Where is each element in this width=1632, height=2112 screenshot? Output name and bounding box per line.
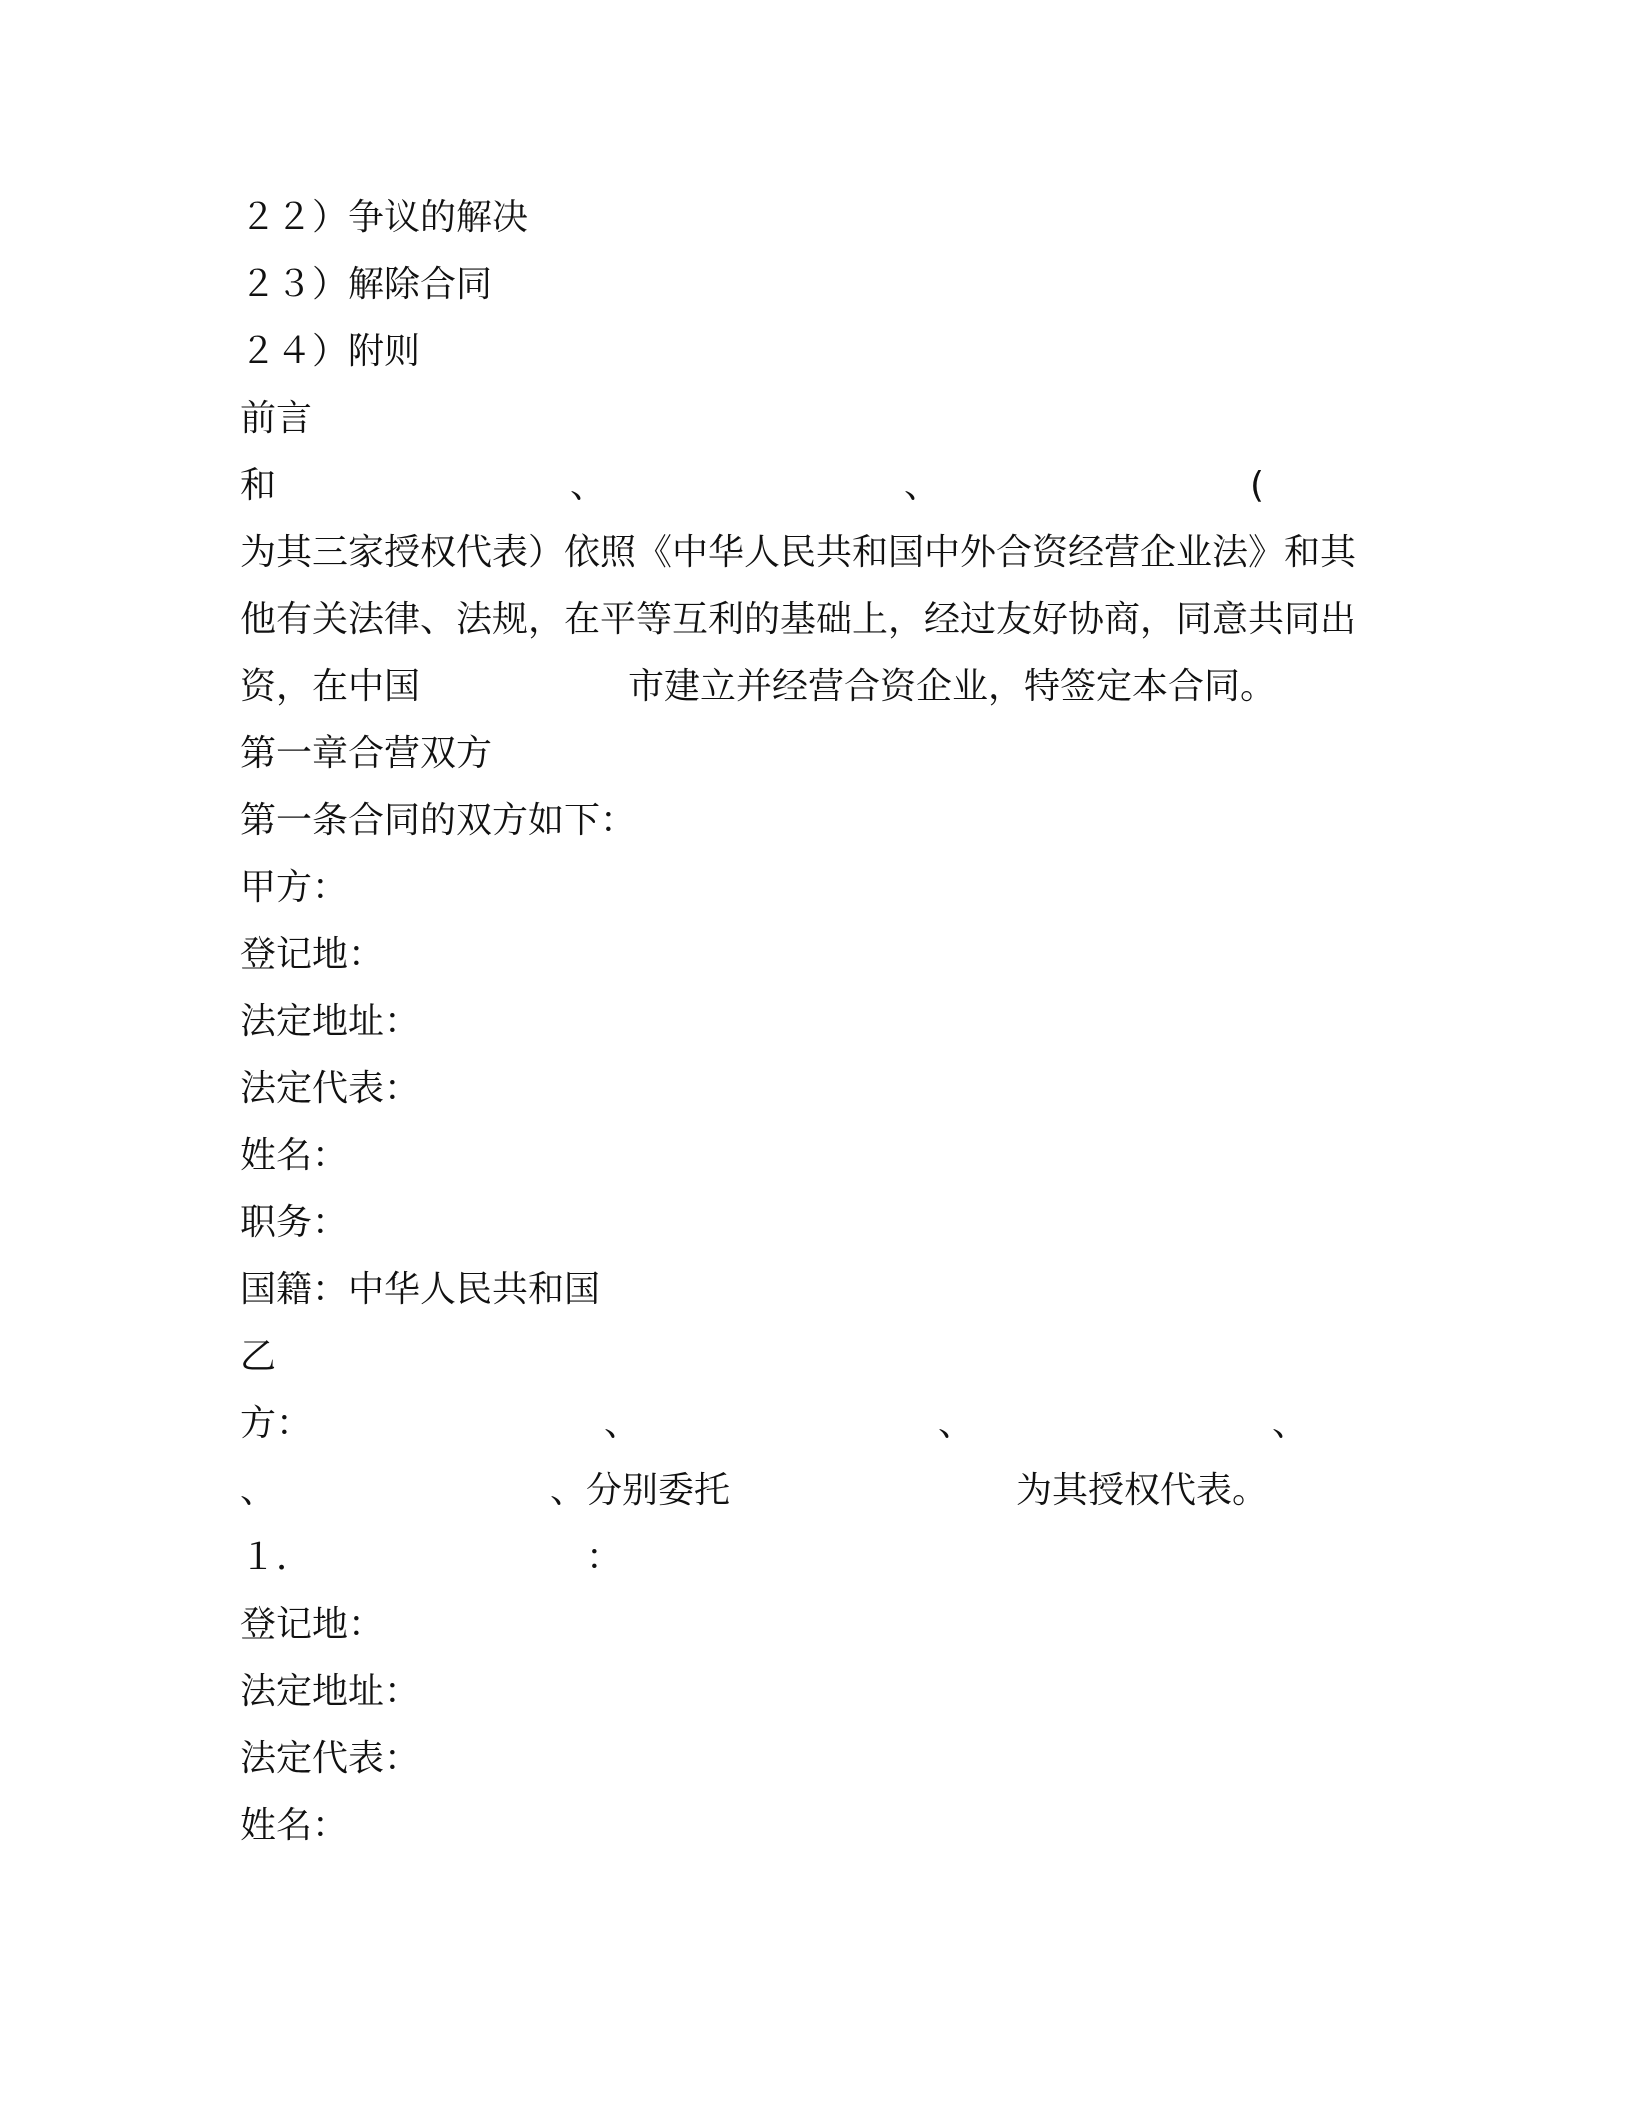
party-a-name-label: 姓名：	[240, 1135, 349, 1176]
party-a-representative-label: 法定代表：	[240, 1068, 421, 1109]
party-b-delegate-entrust: 、分别委托	[550, 1470, 731, 1511]
preface-separator-2: 、	[904, 465, 941, 506]
preface-line-3: 他有关法律、法规，在平等互利的基础上，经过友好协商，同意共同出	[240, 599, 1357, 640]
party-b-fang-label: 方：	[240, 1403, 313, 1444]
party-b-item-1-number: １．	[240, 1537, 313, 1578]
party-b-separator-3: 、	[1272, 1403, 1309, 1444]
party-a-nationality: 国籍：中华人民共和国	[240, 1269, 601, 1310]
party-a-position-label: 职务：	[240, 1202, 349, 1243]
toc-item-24: ２４）附则	[240, 331, 421, 372]
preface-in-china: 资，在中国	[240, 666, 421, 707]
chapter-1-heading: 第一章合营双方	[240, 733, 493, 774]
preface-he: 和	[240, 465, 277, 506]
preface-paren-open: (	[1250, 465, 1265, 506]
toc-item-22: ２２）争议的解决	[240, 197, 529, 238]
party-a-registration-label: 登记地：	[240, 934, 385, 975]
party-b-representative-label: 法定代表：	[240, 1738, 421, 1779]
preface-separator-1: 、	[570, 465, 607, 506]
party-b-delegate-separator: 、	[240, 1470, 277, 1511]
preface-heading: 前言	[240, 398, 313, 439]
preface-city-clause: 市建立并经营合资企业，特签定本合同。	[628, 666, 1277, 707]
preface-line-2: 为其三家授权代表）依照《中华人民共和国中外合资经营企业法》和其	[240, 532, 1357, 573]
party-b-yi: 乙	[240, 1336, 277, 1377]
party-b-item-1-colon: ：	[586, 1537, 623, 1578]
toc-item-23: ２３）解除合同	[240, 264, 493, 305]
party-b-separator-2: 、	[938, 1403, 975, 1444]
party-b-registration-label: 登记地：	[240, 1604, 385, 1645]
party-a-label: 甲方：	[240, 867, 349, 908]
party-a-address-label: 法定地址：	[240, 1001, 421, 1042]
article-1: 第一条合同的双方如下：	[240, 800, 637, 841]
party-b-delegate-authorized: 为其授权代表。	[1016, 1470, 1269, 1511]
party-b-separator-1: 、	[604, 1403, 641, 1444]
party-b-name-label: 姓名：	[240, 1805, 349, 1846]
party-b-address-label: 法定地址：	[240, 1671, 421, 1712]
